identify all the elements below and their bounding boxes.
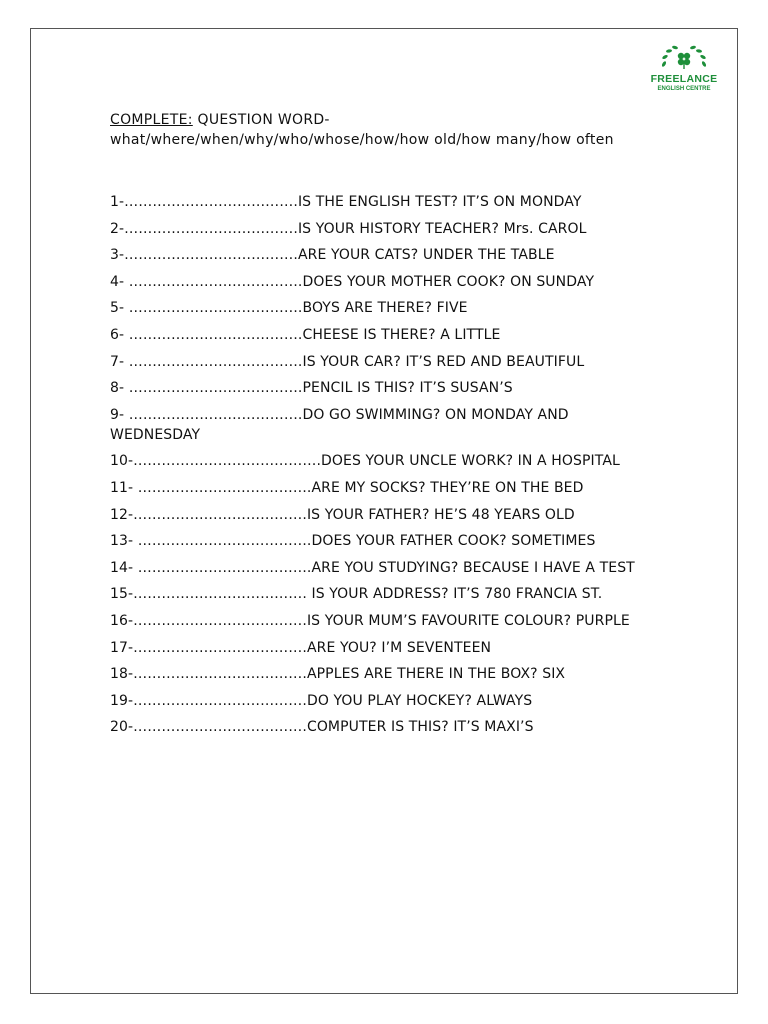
heading-title: QUESTION WORD- xyxy=(192,112,330,128)
answer-blank[interactable]: ………………………………. xyxy=(124,220,298,237)
heading-question-words: what/where/when/why/who/whose/how/how old/how many/how often xyxy=(110,132,614,148)
question-text: IS YOUR FATHER? HE’S 48 YEARS OLD xyxy=(306,506,575,523)
answer-blank[interactable]: ………………………………. xyxy=(137,533,312,550)
question-number: 12- xyxy=(110,506,134,523)
question-text: PENCIL IS THIS? IT’S SUSAN’S xyxy=(302,380,513,397)
question-item xyxy=(110,378,650,398)
answer-blank[interactable]: ………………………………. xyxy=(128,273,303,290)
freelance-logo xyxy=(644,44,724,96)
question-item xyxy=(110,584,650,604)
answer-blank[interactable]: ………………………………. xyxy=(133,639,307,656)
question-number: 17- xyxy=(110,639,134,656)
question-text: IS YOUR MUM’S FAVOURITE COLOUR? PURPLE xyxy=(306,612,630,629)
question-text: DO YOU PLAY HOCKEY? ALWAYS xyxy=(306,692,533,709)
question-number: 14- xyxy=(110,559,138,576)
question-item xyxy=(110,405,650,445)
question-number: 10- xyxy=(110,453,134,470)
answer-blank[interactable]: ………………………………. xyxy=(133,612,307,629)
question-item xyxy=(110,531,650,551)
answer-blank[interactable]: ………………………………. xyxy=(137,479,312,496)
question-item xyxy=(110,611,650,631)
question-number: 2- xyxy=(110,220,125,237)
answer-blank[interactable]: ………………………………. xyxy=(133,506,307,523)
question-text: IS YOUR ADDRESS? IT’S 780 FRANCIA ST. xyxy=(311,586,603,603)
answer-blank[interactable]: ………………………………. xyxy=(128,353,303,370)
question-item xyxy=(110,272,650,292)
logo-subtitle: ENGLISH CENTRE xyxy=(657,86,711,92)
answer-blank[interactable]: …………………………………. xyxy=(133,453,322,470)
question-list xyxy=(110,192,650,744)
answer-blank[interactable]: ………………………………. xyxy=(133,692,307,709)
question-item xyxy=(110,664,650,684)
question-item xyxy=(110,717,650,737)
question-item xyxy=(110,558,650,578)
question-item xyxy=(110,325,650,345)
question-number: 15- xyxy=(110,586,134,603)
answer-blank[interactable]: ………………………………. xyxy=(124,194,298,210)
question-number: 3- xyxy=(110,247,125,264)
question-text: IS THE ENGLISH TEST? IT’S ON MONDAY xyxy=(297,194,582,210)
question-item xyxy=(110,451,650,471)
answer-blank[interactable]: ………………………………. xyxy=(133,666,307,683)
question-text: DOES YOUR FATHER COOK? SOMETIMES xyxy=(311,533,596,550)
answer-blank[interactable]: ………………………………. xyxy=(128,300,303,317)
question-number: 7- xyxy=(110,353,129,370)
question-text: ARE YOU? I’M SEVENTEEN xyxy=(306,639,492,656)
question-text: DO GO SWIMMING? ON MONDAY AND WEDNESDAY xyxy=(110,406,569,443)
question-item xyxy=(110,245,650,265)
question-number: 9- xyxy=(110,406,129,423)
question-item xyxy=(110,219,650,239)
answer-blank[interactable]: ………………………………. xyxy=(128,380,303,397)
question-text: IS YOUR CAR? IT’S RED AND BEAUTIFUL xyxy=(302,353,585,370)
question-number: 16- xyxy=(110,612,134,629)
question-item xyxy=(110,298,650,318)
question-item xyxy=(110,352,650,372)
question-text: COMPUTER IS THIS? IT’S MAXI’S xyxy=(306,719,534,736)
question-text: APPLES ARE THERE IN THE BOX? SIX xyxy=(306,666,566,683)
question-item xyxy=(110,192,650,212)
question-number: 4- xyxy=(110,273,129,290)
question-text: DOES YOUR MOTHER COOK? ON SUNDAY xyxy=(302,273,595,290)
question-number: 18- xyxy=(110,666,134,683)
question-text: IS YOUR HISTORY TEACHER? Mrs. CAROL xyxy=(297,220,587,237)
answer-blank[interactable]: ………………………………. xyxy=(128,326,303,343)
question-number: 5- xyxy=(110,300,129,317)
heading-title-line xyxy=(110,110,630,130)
question-item xyxy=(110,478,650,498)
answer-blank[interactable]: ………………………………. xyxy=(133,586,312,603)
answer-blank[interactable]: ………………………………. xyxy=(128,406,303,423)
question-text: BOYS ARE THERE? FIVE xyxy=(302,300,468,317)
answer-blank[interactable]: ………………………………. xyxy=(137,559,312,576)
heading-lead: COMPLETE: xyxy=(110,112,193,128)
question-number: 20- xyxy=(110,719,134,736)
question-item xyxy=(110,505,650,525)
answer-blank[interactable]: ………………………………. xyxy=(124,247,298,264)
question-number: 19- xyxy=(110,692,134,709)
question-item xyxy=(110,638,650,658)
question-item xyxy=(110,691,650,711)
question-text: ARE YOUR CATS? UNDER THE TABLE xyxy=(297,247,555,264)
answer-blank[interactable]: ………………………………. xyxy=(133,719,307,736)
question-text: ARE MY SOCKS? THEY’RE ON THE BED xyxy=(311,479,584,496)
logo-name: FREELANCE xyxy=(650,73,718,85)
worksheet-heading xyxy=(110,110,630,150)
question-text: ARE YOU STUDYING? BECAUSE I HAVE A TEST xyxy=(311,559,635,576)
question-text: CHEESE IS THERE? A LITTLE xyxy=(302,326,501,343)
leaf-wreath-icon xyxy=(656,44,712,74)
question-number: 8- xyxy=(110,380,129,397)
question-text: DOES YOUR UNCLE WORK? IN A HOSPITAL xyxy=(321,453,620,470)
question-number: 13- xyxy=(110,533,138,550)
question-number: 6- xyxy=(110,326,129,343)
question-number: 1- xyxy=(110,194,125,210)
question-number: 11- xyxy=(110,479,138,496)
